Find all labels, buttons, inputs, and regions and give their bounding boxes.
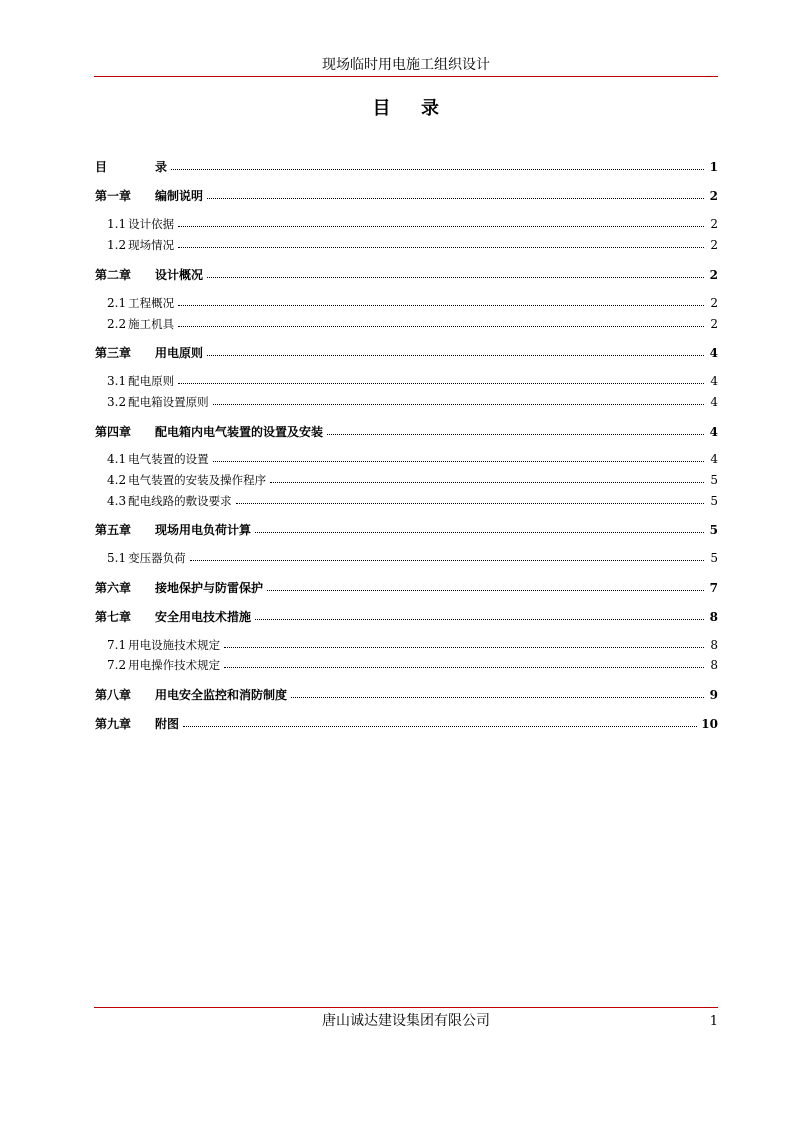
toc-dot-leader [291,687,704,699]
toc-chapter-entry[interactable] [95,158,718,175]
toc-dot-leader [255,522,704,534]
toc-dot-leader [207,188,704,200]
toc-entry-page: 2 [710,296,718,310]
toc-entry-label: 配电箱内电气装置的设置及安装 [155,425,324,439]
toc-dot-leader [207,267,704,279]
toc-chapter-entry[interactable] [95,423,718,440]
toc-entry-label: 用电操作技术规定 [128,658,221,672]
toc-entry-number: 5.1 [107,551,127,565]
toc-entry-label: 电气装置的设置 [128,452,209,466]
toc-entry-page: 8 [710,638,718,652]
toc-entry-label: 录 [155,160,168,174]
toc-entry-number: 7.1 [107,638,127,652]
toc-entry-page: 5 [710,494,718,508]
toc-chapter-entry[interactable] [95,266,718,283]
toc-dot-leader [213,451,704,463]
toc-section-entry[interactable] [107,657,718,673]
toc-entry-label: 现场用电负荷计算 [155,523,252,537]
toc-entry-number: 第九章 [95,717,132,731]
toc-entry-label: 用电原则 [155,346,204,360]
toc-entry-page: 2 [710,217,718,231]
toc-entry-label: 现场情况 [128,238,175,252]
footer-page-number: 1 [709,1014,718,1029]
toc-dot-leader [267,580,704,592]
toc-entry-number: 4.2 [107,473,127,487]
toc-entry-number: 2.2 [107,317,127,331]
toc-chapter-entry[interactable] [95,608,718,625]
toc-entry-page: 5 [710,551,718,565]
toc-entry-number: 4.3 [107,494,127,508]
toc-dot-leader [171,159,704,171]
toc-dot-leader [183,716,697,728]
toc-entry-page: 7 [709,581,718,595]
toc-entry-number: 7.2 [107,658,127,672]
toc-dot-leader [327,424,704,436]
toc-entry-number: 第八章 [95,688,132,702]
toc-entry-number: 3.2 [107,395,127,409]
toc-entry-page: 4 [709,425,718,439]
header-divider [94,76,718,77]
toc-entry-page: 4 [710,374,718,388]
toc-entry-page: 5 [710,473,718,487]
toc-entry-number: 3.1 [107,374,127,388]
toc-entry-page: 5 [709,523,718,537]
toc-dot-leader [213,394,704,406]
toc-section-entry[interactable] [107,394,718,410]
toc-entry-number: 第五章 [95,523,132,537]
toc-chapter-entry[interactable] [95,715,718,732]
toc-entry-label: 接地保护与防雷保护 [155,581,264,595]
running-header: 现场临时用电施工组织设计 [322,57,490,73]
toc-dot-leader [178,295,704,307]
toc-entry-label: 工程概况 [128,296,175,310]
toc-section-entry[interactable] [107,451,718,467]
toc-entry-number: 第四章 [95,425,132,439]
toc-entry-label: 电气装置的安装及操作程序 [128,473,267,487]
toc-entry-page: 4 [710,452,718,466]
toc-section-entry[interactable] [107,472,718,488]
toc-entry-number: 第七章 [95,610,132,624]
toc-chapter-entry[interactable] [95,686,718,703]
toc-entry-label: 用电安全监控和消防制度 [155,688,288,702]
toc-section-entry[interactable] [107,637,718,653]
toc-dot-leader [207,345,704,357]
toc-section-entry[interactable] [107,493,718,509]
toc-entry-number: 4.1 [107,452,127,466]
toc-dot-leader [178,216,704,228]
running-footer: 唐山诚达建设集团有限公司 [322,1013,490,1029]
toc-entry-number: 第三章 [95,346,132,360]
toc-section-entry[interactable] [107,237,718,253]
toc-entry-label: 用电设施技术规定 [128,638,221,652]
toc-chapter-entry[interactable] [95,344,718,361]
toc-entry-page: 2 [710,238,718,252]
toc-dot-leader [236,493,704,505]
toc-dot-leader [270,472,704,484]
toc-dot-leader [224,657,704,669]
toc-section-entry[interactable] [107,316,718,332]
toc-entry-number: 第一章 [95,189,132,203]
toc-entry-number: 1.2 [107,238,127,252]
toc-entry-page: 4 [709,346,718,360]
toc-entry-label: 设计概况 [155,268,204,282]
toc-entry-label: 配电箱设置原则 [128,395,209,409]
toc-entry-page: 8 [709,610,718,624]
toc-entry-page: 2 [709,189,718,203]
toc-entry-label: 变压器负荷 [128,551,186,565]
toc-section-entry[interactable] [107,295,718,311]
toc-entry-label: 设计依据 [128,217,175,231]
toc-entry-number: 第六章 [95,581,132,595]
toc-dot-leader [190,550,704,562]
toc-entry-page: 2 [709,268,718,282]
toc-section-entry[interactable] [107,373,718,389]
footer-divider [94,1007,718,1008]
toc-heading [94,98,718,120]
toc-entry-page: 4 [710,395,718,409]
toc-dot-leader [178,237,704,249]
toc-heading-part1: 目 [372,98,391,119]
toc-entry-label: 安全用电技术措施 [155,610,252,624]
toc-entry-label: 配电线路的敷设要求 [128,494,232,508]
toc-entry-page: 9 [709,688,718,702]
toc-dot-leader [224,637,704,649]
toc-entry-page: 1 [709,160,718,174]
toc-dot-leader [255,609,704,621]
toc-chapter-entry[interactable] [95,521,718,538]
toc-entry-number: 第二章 [95,268,132,282]
toc-section-entry[interactable] [107,550,718,566]
toc-chapter-entry[interactable] [95,187,718,204]
toc-chapter-entry[interactable] [95,579,718,596]
toc-dot-leader [178,316,704,328]
toc-entry-label: 施工机具 [128,317,175,331]
toc-entry-number: 2.1 [107,296,127,310]
toc-entry-label: 附图 [155,717,180,731]
toc-entry-page: 2 [710,317,718,331]
toc-entry-page: 8 [710,658,718,672]
toc-dot-leader [178,373,704,385]
toc-entry-number: 1.1 [107,217,127,231]
toc-entry-number: 目 [95,160,108,174]
toc-heading-part2: 录 [421,98,440,119]
toc-entry-label: 配电原则 [128,374,175,388]
toc-entry-page: 10 [701,717,718,731]
toc-entry-label: 编制说明 [155,189,204,203]
toc-section-entry[interactable] [107,216,718,232]
